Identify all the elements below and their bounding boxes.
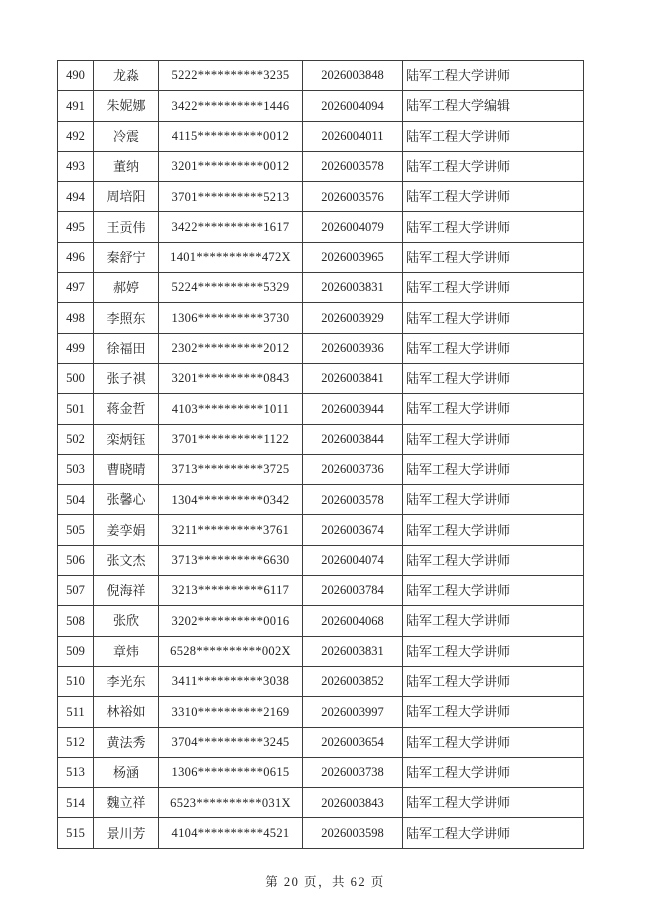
table-row: [58, 212, 584, 242]
row-index-cell: 502: [58, 424, 94, 454]
row-index-cell: 509: [58, 636, 94, 666]
name-cell: 魏立祥: [94, 788, 159, 818]
name-cell: 李光东: [94, 666, 159, 696]
page-number-footer: 第 20 页，共 62 页: [265, 875, 385, 889]
id-number-cell: 1401**********472X: [159, 242, 303, 272]
table-row: [58, 727, 584, 757]
position-cell: 陆军工程大学讲师: [403, 273, 584, 303]
id-number-cell: 1306**********3730: [159, 303, 303, 333]
position-cell: 陆军工程大学讲师: [403, 666, 584, 696]
roster-table: [57, 60, 584, 849]
code-cell: 2026004094: [303, 91, 403, 121]
id-number-cell: 3310**********2169: [159, 697, 303, 727]
table-row: [58, 788, 584, 818]
row-index-cell: 497: [58, 273, 94, 303]
position-cell: 陆军工程大学讲师: [403, 182, 584, 212]
code-cell: 2026003576: [303, 182, 403, 212]
position-cell: 陆军工程大学讲师: [403, 636, 584, 666]
row-index-cell: 508: [58, 606, 94, 636]
name-cell: 张子祺: [94, 363, 159, 393]
table-row: [58, 333, 584, 363]
name-cell: 蒋金哲: [94, 394, 159, 424]
position-cell: 陆军工程大学讲师: [403, 818, 584, 848]
row-index-cell: 504: [58, 485, 94, 515]
name-cell: 朱妮娜: [94, 91, 159, 121]
table-row: [58, 606, 584, 636]
table-row: [58, 151, 584, 181]
position-cell: 陆军工程大学讲师: [403, 242, 584, 272]
id-number-cell: 3411**********3038: [159, 666, 303, 696]
name-cell: 张馨心: [94, 485, 159, 515]
code-cell: 2026003598: [303, 818, 403, 848]
id-number-cell: 4103**********1011: [159, 394, 303, 424]
code-cell: 2026003831: [303, 636, 403, 666]
code-cell: 2026003843: [303, 788, 403, 818]
name-cell: 周培阳: [94, 182, 159, 212]
table-row: [58, 61, 584, 91]
table-row: [58, 424, 584, 454]
name-cell: 黄法秀: [94, 727, 159, 757]
name-cell: 章炜: [94, 636, 159, 666]
position-cell: 陆军工程大学讲师: [403, 788, 584, 818]
id-number-cell: 3213**********6117: [159, 576, 303, 606]
position-cell: 陆军工程大学讲师: [403, 606, 584, 636]
code-cell: 2026003841: [303, 363, 403, 393]
row-index-cell: 511: [58, 697, 94, 727]
table-row: [58, 242, 584, 272]
position-cell: 陆军工程大学讲师: [403, 515, 584, 545]
position-cell: 陆军工程大学讲师: [403, 303, 584, 333]
table-row: [58, 121, 584, 151]
table-row: [58, 182, 584, 212]
row-index-cell: 500: [58, 363, 94, 393]
code-cell: 2026003936: [303, 333, 403, 363]
table-row: [58, 697, 584, 727]
code-cell: 2026003736: [303, 454, 403, 484]
code-cell: 2026004079: [303, 212, 403, 242]
name-cell: 冷震: [94, 121, 159, 151]
name-cell: 姜孪娟: [94, 515, 159, 545]
code-cell: 2026003965: [303, 242, 403, 272]
id-number-cell: 1304**********0342: [159, 485, 303, 515]
row-index-cell: 493: [58, 151, 94, 181]
id-number-cell: 4104**********4521: [159, 818, 303, 848]
table-row: [58, 666, 584, 696]
name-cell: 倪海祥: [94, 576, 159, 606]
id-number-cell: 6523**********031X: [159, 788, 303, 818]
id-number-cell: 2302**********2012: [159, 333, 303, 363]
code-cell: 2026003844: [303, 424, 403, 454]
position-cell: 陆军工程大学讲师: [403, 394, 584, 424]
row-index-cell: 492: [58, 121, 94, 151]
id-number-cell: 4115**********0012: [159, 121, 303, 151]
name-cell: 郝婷: [94, 273, 159, 303]
row-index-cell: 514: [58, 788, 94, 818]
id-number-cell: 3701**********5213: [159, 182, 303, 212]
name-cell: 徐福田: [94, 333, 159, 363]
row-index-cell: 490: [58, 61, 94, 91]
id-number-cell: 3713**********6630: [159, 545, 303, 575]
code-cell: 2026003578: [303, 151, 403, 181]
id-number-cell: 3422**********1446: [159, 91, 303, 121]
position-cell: 陆军工程大学讲师: [403, 61, 584, 91]
id-number-cell: 3422**********1617: [159, 212, 303, 242]
position-cell: 陆军工程大学讲师: [403, 424, 584, 454]
position-cell: 陆军工程大学讲师: [403, 151, 584, 181]
table-row: [58, 363, 584, 393]
name-cell: 龙淼: [94, 61, 159, 91]
position-cell: 陆军工程大学讲师: [403, 212, 584, 242]
table-row: [58, 757, 584, 787]
name-cell: 杨涵: [94, 757, 159, 787]
name-cell: 林裕如: [94, 697, 159, 727]
name-cell: 李照东: [94, 303, 159, 333]
position-cell: 陆军工程大学编辑: [403, 91, 584, 121]
position-cell: 陆军工程大学讲师: [403, 576, 584, 606]
row-index-cell: 498: [58, 303, 94, 333]
id-number-cell: 3201**********0843: [159, 363, 303, 393]
name-cell: 张文杰: [94, 545, 159, 575]
table-row: [58, 485, 584, 515]
position-cell: 陆军工程大学讲师: [403, 333, 584, 363]
name-cell: 曹晓晴: [94, 454, 159, 484]
name-cell: 王贡伟: [94, 212, 159, 242]
row-index-cell: 505: [58, 515, 94, 545]
position-cell: 陆军工程大学讲师: [403, 727, 584, 757]
row-index-cell: 503: [58, 454, 94, 484]
position-cell: 陆军工程大学讲师: [403, 363, 584, 393]
code-cell: 2026004011: [303, 121, 403, 151]
id-number-cell: 3704**********3245: [159, 727, 303, 757]
table-row: [58, 273, 584, 303]
name-cell: 景川芳: [94, 818, 159, 848]
row-index-cell: 499: [58, 333, 94, 363]
row-index-cell: 506: [58, 545, 94, 575]
name-cell: 栾炳钰: [94, 424, 159, 454]
table-row: [58, 576, 584, 606]
position-cell: 陆军工程大学讲师: [403, 454, 584, 484]
table-row: [58, 545, 584, 575]
row-index-cell: 495: [58, 212, 94, 242]
id-number-cell: 6528**********002X: [159, 636, 303, 666]
id-number-cell: 3701**********1122: [159, 424, 303, 454]
row-index-cell: 494: [58, 182, 94, 212]
row-index-cell: 491: [58, 91, 94, 121]
name-cell: 董纳: [94, 151, 159, 181]
code-cell: 2026003784: [303, 576, 403, 606]
id-number-cell: 1306**********0615: [159, 757, 303, 787]
table-row: [58, 636, 584, 666]
table-row: [58, 515, 584, 545]
code-cell: 2026003578: [303, 485, 403, 515]
code-cell: 2026003831: [303, 273, 403, 303]
code-cell: 2026003944: [303, 394, 403, 424]
id-number-cell: 5224**********5329: [159, 273, 303, 303]
id-number-cell: 3202**********0016: [159, 606, 303, 636]
row-index-cell: 496: [58, 242, 94, 272]
code-cell: 2026003674: [303, 515, 403, 545]
code-cell: 2026003654: [303, 727, 403, 757]
table-row: [58, 394, 584, 424]
position-cell: 陆军工程大学讲师: [403, 757, 584, 787]
code-cell: 2026003997: [303, 697, 403, 727]
roster-table-body: [58, 61, 584, 849]
position-cell: 陆军工程大学讲师: [403, 697, 584, 727]
code-cell: 2026003852: [303, 666, 403, 696]
name-cell: 张欣: [94, 606, 159, 636]
code-cell: 2026004074: [303, 545, 403, 575]
code-cell: 2026003848: [303, 61, 403, 91]
table-row: [58, 454, 584, 484]
id-number-cell: 3713**********3725: [159, 454, 303, 484]
row-index-cell: 515: [58, 818, 94, 848]
row-index-cell: 501: [58, 394, 94, 424]
row-index-cell: 507: [58, 576, 94, 606]
position-cell: 陆军工程大学讲师: [403, 545, 584, 575]
position-cell: 陆军工程大学讲师: [403, 121, 584, 151]
name-cell: 秦舒宁: [94, 242, 159, 272]
table-row: [58, 818, 584, 848]
id-number-cell: 5222**********3235: [159, 61, 303, 91]
table-row: [58, 303, 584, 333]
table-row: [58, 91, 584, 121]
row-index-cell: 510: [58, 666, 94, 696]
position-cell: 陆军工程大学讲师: [403, 485, 584, 515]
row-index-cell: 512: [58, 727, 94, 757]
id-number-cell: 3201**********0012: [159, 151, 303, 181]
code-cell: 2026003929: [303, 303, 403, 333]
code-cell: 2026004068: [303, 606, 403, 636]
row-index-cell: 513: [58, 757, 94, 787]
id-number-cell: 3211**********3761: [159, 515, 303, 545]
code-cell: 2026003738: [303, 757, 403, 787]
